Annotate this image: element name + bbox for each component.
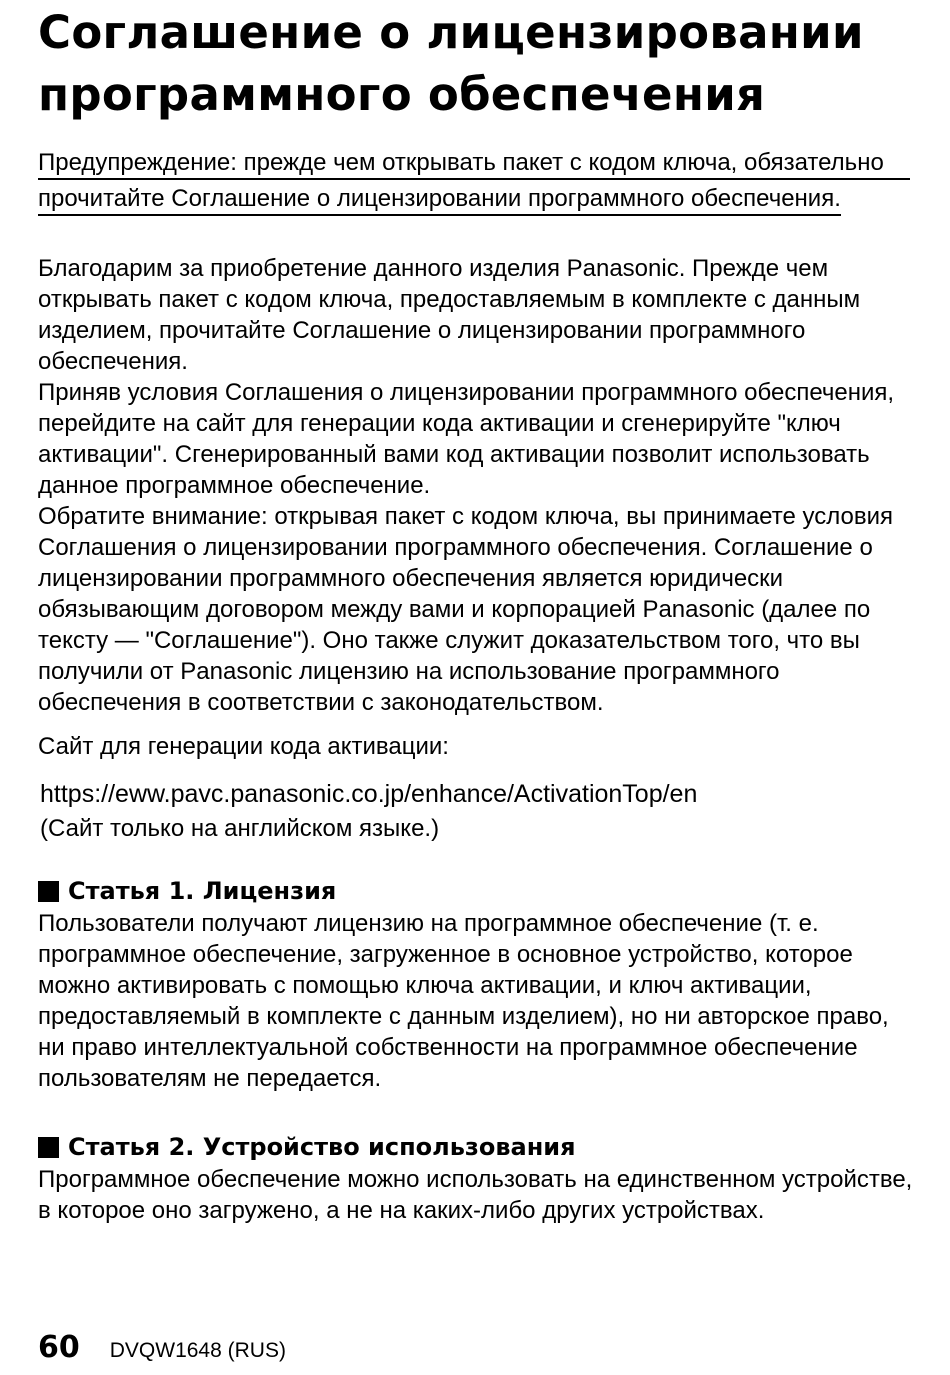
activation-site-note: (Сайт только на английском языке.) xyxy=(40,815,440,842)
intro-paragraph-1: Благодарим за приобретение данного изделия Panasonic. Прежде чем открывать пакет с кодом ключа, предоставляемым в комплекте с данным изделием, прочитайте Соглашение о лицензировании программного обеспечения. xyxy=(38,255,861,375)
page-footer xyxy=(38,1330,286,1365)
article-1-text: Пользователи получают лицензию на программное обеспечение (т. е. программное обеспечение, загруженное в основное устройство, которое можно активировать с помощью ключа активации, и ключ активации, предоставляемый в комплекте с данным изделием), но ни авторское право, ни право интеллектуальной собственности на программное обеспечение пользователям не передается. xyxy=(38,910,889,1092)
intro-text xyxy=(38,253,918,718)
article-2-text: Программное обеспечение можно использовать на единственном устройстве, в которое оно загружено, а не на каких-либо других устройствах. xyxy=(38,1166,913,1224)
article-2-heading-text: Статья 2. Устройство использования xyxy=(68,1133,576,1161)
article-1-heading-text: Статья 1. Лицензия xyxy=(68,877,337,905)
page-title xyxy=(38,2,918,126)
black-square-icon xyxy=(38,881,59,902)
article-1 xyxy=(38,875,918,1094)
warning-line-2: прочитайте Соглашение о лицензировании программного обеспечения. xyxy=(38,184,841,216)
activation-site-url: https://eww.pavc.panasonic.co.jp/enhance/ActivationTop/en xyxy=(40,780,698,808)
intro-paragraph-2: Приняв условия Соглашения о лицензировании программного обеспечения, перейдите на сайт для генерации кода активации и сгенерируйте "ключ активации". Сгенерированный вами код активации позволит использовать данное программное обеспечение. xyxy=(38,379,895,499)
document-code: DVQW1648 (RUS) xyxy=(109,1339,286,1362)
activation-site-label: Сайт для генерации кода активации: xyxy=(38,733,449,760)
black-square-icon xyxy=(38,1137,59,1158)
article-2-heading xyxy=(38,1131,918,1164)
title-line-1: Соглашение о лицензировании xyxy=(38,6,864,59)
title-line-2: программного обеспечения xyxy=(38,68,766,121)
article-1-heading xyxy=(38,875,918,908)
intro-paragraph-3: Обратите внимание: открывая пакет с кодом ключа, вы принимаете условия Соглашения о лицензировании программного обеспечения. Соглашение о лицензировании программного обеспечения является юридически обязывающим договором между вами и корпорацией Panasonic (далее по тексту — "Соглашение"). Оно также служит доказательством того, что вы получили от Panasonic лицензию на использование программного обеспечения в соответствии с законодательством. xyxy=(38,503,893,716)
page-number: 60 xyxy=(38,1330,80,1365)
article-2 xyxy=(38,1131,918,1226)
warning-notice xyxy=(38,146,918,216)
warning-line-1: Предупреждение: прежде чем открывать пакет с кодом ключа, обязательно xyxy=(38,148,910,180)
